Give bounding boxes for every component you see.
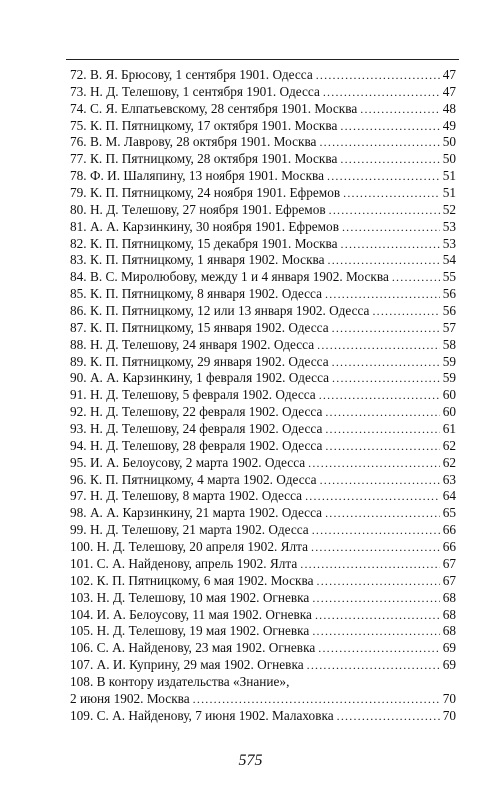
dot-leader	[317, 337, 440, 354]
toc-entry-page-number: 50	[442, 151, 456, 167]
toc-entry-page-number: 47	[442, 83, 456, 99]
dot-leader	[341, 236, 440, 253]
toc-entry-title: 91. Н. Д. Телешову, 5 февраля 1902. Одесса	[70, 387, 316, 403]
toc-entry-page-number: 61	[442, 421, 456, 437]
toc-entry	[70, 303, 456, 320]
toc-entry-page-number: 62	[442, 454, 456, 470]
toc-entry-title: 95. И. А. Белоусову, 2 марта 1902. Одесса	[70, 454, 306, 470]
toc-entry	[70, 84, 456, 101]
toc-entry-title: 81. А. А. Карзинкину, 30 ноября 1901. Ефремов	[70, 218, 339, 234]
toc-entry-page-number: 57	[442, 319, 456, 335]
toc-entry	[70, 101, 456, 118]
page-number: 575	[238, 752, 263, 769]
toc-entry-title: 103. Н. Д. Телешову, 10 мая 1902. Огневка	[70, 589, 310, 605]
toc-entry	[70, 185, 456, 202]
toc-entry	[70, 438, 456, 455]
toc-entry	[70, 623, 456, 640]
dot-leader	[316, 67, 440, 84]
toc-entry	[70, 691, 456, 708]
toc-entry	[70, 337, 456, 354]
toc-entry-title: 94. Н. Д. Телешову, 28 февраля 1902. Одесса	[70, 437, 323, 453]
toc-entry-page-number: 60	[442, 404, 456, 420]
toc-entry-title: 90. А. А. Карзинкину, 1 февраля 1902. Одесса	[70, 370, 330, 386]
toc-entry	[70, 151, 456, 168]
toc-entry-title: 80. Н. Д. Телешову, 27 ноября 1901. Ефремов	[70, 201, 326, 217]
dot-leader	[342, 219, 440, 236]
dot-leader	[343, 185, 440, 202]
toc-entry	[70, 387, 456, 404]
table-of-contents	[70, 67, 456, 725]
toc-entry-page-number: 70	[442, 707, 456, 723]
toc-entry	[70, 168, 456, 185]
dot-leader	[312, 623, 440, 640]
toc-entry-title: 73. Н. Д. Телешову, 1 сентября 1901. Одесса	[70, 83, 320, 99]
toc-entry-page-number: 55	[442, 269, 456, 285]
toc-entry-page-number: 48	[442, 100, 456, 116]
toc-entry-page-number: 51	[442, 168, 456, 184]
dot-leader	[329, 202, 440, 219]
toc-entry-page-number: 59	[442, 353, 456, 369]
dot-leader	[360, 101, 440, 118]
toc-entry-title: 102. К. П. Пятницкому, 6 мая 1902. Москва	[70, 572, 314, 588]
toc-entry-title: 76. В. М. Лаврову, 28 октября 1901. Москва	[70, 134, 317, 150]
toc-entry-title: 88. Н. Д. Телешову, 24 января 1902. Одесса	[70, 336, 315, 352]
toc-entry	[70, 455, 456, 472]
toc-entry-title: 96. К. П. Пятницкому, 4 марта 1902. Одесса	[70, 471, 317, 487]
dot-leader	[319, 387, 440, 404]
toc-entry	[70, 219, 456, 236]
toc-entry-page-number: 68	[442, 623, 456, 639]
toc-entry-page-number: 63	[442, 471, 456, 487]
toc-entry	[70, 252, 456, 269]
dot-leader	[325, 421, 440, 438]
toc-entry-page-number: 52	[442, 201, 456, 217]
toc-entry-page-number: 56	[442, 286, 456, 302]
toc-entry-title: 108. В контору издательства «Знание»,	[70, 673, 290, 689]
toc-entry	[70, 505, 456, 522]
toc-entry-page-number: 68	[442, 589, 456, 605]
toc-entry-page-number: 51	[442, 185, 456, 201]
dot-leader	[317, 573, 440, 590]
dot-leader	[312, 522, 440, 539]
toc-entry-title: 100. Н. Д. Телешову, 20 апреля 1902. Ялта	[70, 539, 309, 555]
toc-entry	[70, 640, 456, 657]
toc-entry-title: 109. С. А. Найденову, 7 июня 1902. Малаховка	[70, 707, 334, 723]
dot-leader	[328, 252, 440, 269]
toc-entry	[70, 134, 456, 151]
toc-entry-title: 107. А. И. Куприну, 29 мая 1902. Огневка	[70, 657, 304, 673]
toc-entry	[70, 607, 456, 624]
dot-leader	[308, 455, 440, 472]
toc-entry	[70, 590, 456, 607]
toc-entry-title: 74. С. Я. Елпатьевскому, 28 сентября 1901. Москва	[70, 100, 358, 116]
toc-entry-page-number: 58	[442, 336, 456, 352]
toc-entry-page-number: 54	[442, 252, 456, 268]
toc-entry	[70, 370, 456, 387]
dot-leader	[312, 590, 440, 607]
toc-entry	[70, 118, 456, 135]
toc-entry-page-number: 53	[442, 235, 456, 251]
toc-entry-title: 75. К. П. Пятницкому, 17 октября 1901. Москва	[70, 117, 338, 133]
dot-leader	[307, 657, 440, 674]
dot-leader	[325, 286, 440, 303]
dot-leader	[332, 320, 440, 337]
dot-leader	[332, 354, 440, 371]
toc-entry-title: 104. И. А. Белоусову, 11 мая 1902. Огневка	[70, 606, 312, 622]
dot-leader	[340, 151, 440, 168]
toc-entry	[70, 708, 456, 725]
dot-leader	[311, 539, 440, 556]
toc-entry-title: 84. В. С. Миролюбову, между 1 и 4 января 1902. Москва	[70, 269, 389, 285]
toc-entry	[70, 67, 456, 84]
toc-entry-title: 2 июня 1902. Москва	[70, 690, 190, 706]
toc-entry	[70, 269, 456, 286]
toc-entry-page-number: 69	[442, 657, 456, 673]
toc-entry-page-number: 69	[442, 640, 456, 656]
toc-entry-page-number: 49	[442, 117, 456, 133]
toc-entry	[70, 236, 456, 253]
toc-entry-page-number: 53	[442, 218, 456, 234]
toc-entry-title: 83. К. П. Пятницкому, 1 января 1902. Москва	[70, 252, 325, 268]
dot-leader	[315, 607, 440, 624]
dot-leader	[327, 168, 440, 185]
toc-entry	[70, 404, 456, 421]
toc-entry-title: 77. К. П. Пятницкому, 28 октября 1901. Москва	[70, 151, 338, 167]
dot-leader	[319, 134, 440, 151]
toc-entry-title: 97. Н. Д. Телешову, 8 марта 1902. Одесса	[70, 488, 303, 504]
toc-entry	[70, 286, 456, 303]
toc-entry-page-number: 60	[442, 387, 456, 403]
toc-entry-page-number: 67	[442, 555, 456, 571]
toc-entry-title: 106. С. А. Найденову, 23 мая 1902. Огневка	[70, 640, 316, 656]
toc-entry	[70, 539, 456, 556]
dot-leader	[392, 269, 440, 286]
toc-entry	[70, 202, 456, 219]
toc-entry-page-number: 56	[442, 303, 456, 319]
toc-entry-title: 101. С. А. Найденову, апрель 1902. Ялта	[70, 555, 298, 571]
toc-entry-title: 78. Ф. И. Шаляпину, 13 ноября 1901. Москва	[70, 168, 325, 184]
toc-entry-title: 72. В. Я. Брюсову, 1 сентября 1901. Одесса	[70, 67, 313, 82]
toc-entry-page-number: 62	[442, 437, 456, 453]
dot-leader	[340, 118, 440, 135]
toc-entry	[70, 556, 456, 573]
toc-entry-title: 98. А. А. Карзинкину, 21 марта 1902. Одесса	[70, 505, 323, 521]
toc-entry	[70, 421, 456, 438]
toc-entry	[70, 354, 456, 371]
toc-entry	[70, 522, 456, 539]
toc-entry	[70, 320, 456, 337]
toc-entry-page-number: 47	[442, 67, 456, 82]
dot-leader	[300, 556, 440, 573]
toc-entry	[70, 472, 456, 489]
dot-leader	[337, 708, 440, 725]
toc-entry	[70, 488, 456, 505]
dot-leader	[325, 404, 440, 421]
toc-entry-title: 79. К. П. Пятницкому, 24 ноября 1901. Ефремов	[70, 185, 341, 201]
toc-entry-page-number: 68	[442, 606, 456, 622]
toc-entry-page-number: 64	[442, 488, 456, 504]
toc-entry-title: 105. Н. Д. Телешову, 19 мая 1902. Огневка	[70, 623, 310, 639]
toc-entry-page-number: 65	[442, 505, 456, 521]
toc-entry-page-number: 66	[442, 539, 456, 555]
toc-entry-title: 85. К. П. Пятницкому, 8 января 1902. Одесса	[70, 286, 322, 302]
toc-entry-page-number: 70	[442, 690, 456, 706]
dot-leader	[193, 691, 440, 708]
toc-entry-title: 82. К. П. Пятницкому, 15 декабря 1901. Москва	[70, 235, 338, 251]
dot-leader	[325, 438, 440, 455]
toc-entry-page-number: 50	[442, 134, 456, 150]
toc-entry-title: 99. Н. Д. Телешову, 21 марта 1902. Одесса	[70, 522, 309, 538]
toc-entry-title: 89. К. П. Пятницкому, 29 января 1902. Одесса	[70, 353, 329, 369]
toc-entry	[70, 573, 456, 590]
toc-entry-title: 86. К. П. Пятницкому, 12 или 13 января 1902. Одесса	[70, 303, 370, 319]
toc-entry-page-number: 67	[442, 572, 456, 588]
toc-entry-title: 87. К. П. Пятницкому, 15 января 1902. Одесса	[70, 319, 329, 335]
dot-leader	[323, 84, 440, 101]
dot-leader	[372, 303, 440, 320]
dot-leader	[305, 488, 440, 505]
top-rule	[66, 59, 459, 60]
toc-entry	[70, 657, 456, 674]
toc-entry-page-number: 66	[442, 522, 456, 538]
dot-leader	[320, 472, 440, 489]
dot-leader	[325, 505, 440, 522]
toc-entry	[70, 674, 456, 691]
dot-leader	[318, 640, 440, 657]
toc-entry-page-number: 59	[442, 370, 456, 386]
toc-entry-title: 93. Н. Д. Телешову, 24 февраля 1902. Одесса	[70, 421, 323, 437]
toc-entry-title: 92. Н. Д. Телешову, 22 февраля 1902. Одесса	[70, 404, 323, 420]
dot-leader	[332, 370, 440, 387]
